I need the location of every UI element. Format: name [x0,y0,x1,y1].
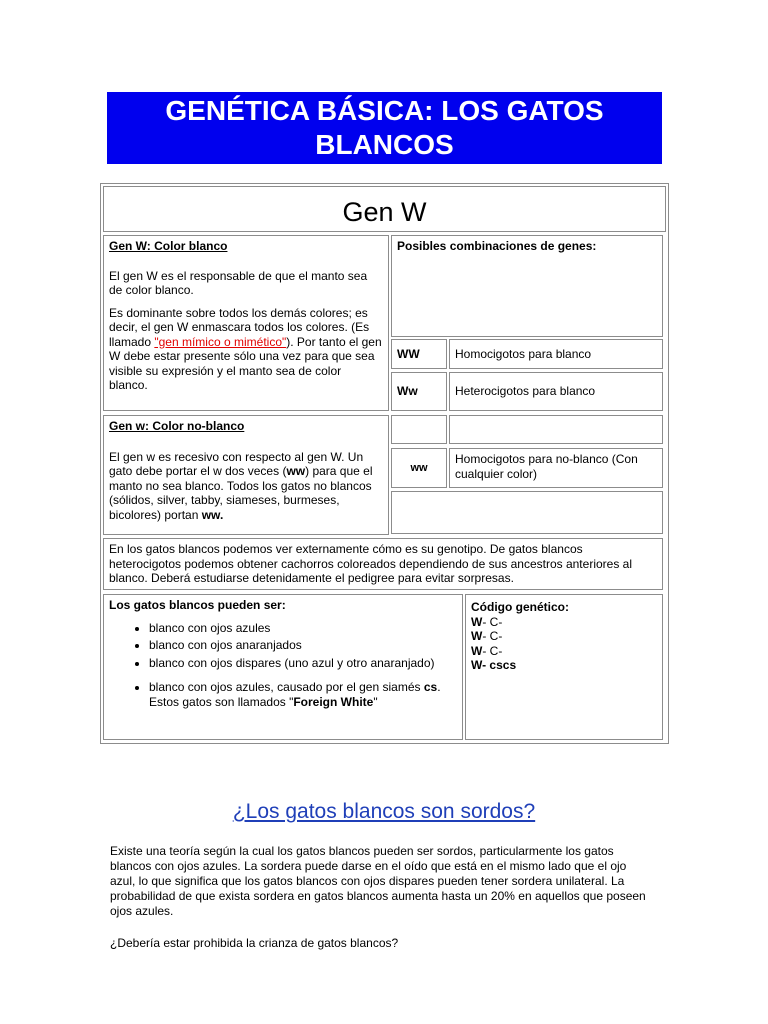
code-line-rest: - C- [482,643,503,658]
nonwhite-text-d: ww. [201,507,224,522]
gatos-blancos-pueden-ser-cell [103,594,463,740]
gen-w-white-p2-b: ). Por tanto el gen W debe estar presente sólo una vez para que sea visible su expresión y el manto sea de color blanco. [109,334,382,392]
gen-w-white-heading: Gen W: Color blanco [109,239,228,253]
code-line-rest: - C- [482,629,503,643]
can-be-heading: Los gatos blancos pueden ser: [109,598,286,612]
empty-cell [391,415,447,444]
deafness-section-title: ¿Los gatos blancos son sordos? [232,800,536,823]
list-item [149,680,457,709]
code-line-bold: W [471,629,483,643]
gen-w-nonwhite-heading: Gen w: Color no-blanco [109,419,245,433]
list-item: • blanco con ojos anaranjados [149,638,457,653]
code-line-rest: - cscs [482,658,517,672]
code-line [471,629,657,644]
nonwhite-text-c: ) para que el manto no sea blanco. Todos los gatos no blancos (sólidos, silver, tabby, siameses, burmeses, bicolores) portan [109,464,373,522]
empty-cell [391,491,663,534]
gen-w-nonwhite-p1 [109,450,383,523]
gen-w-white-p2 [109,306,383,393]
combo-desc-homocigotos-no-blanco: Homocigotos para no-blanco (Con cualquier color) [449,448,663,488]
code-line-bold: W [471,658,483,672]
combo-desc-homocigotos-blanco: Homocigotos para blanco [449,339,663,369]
list-item: • blanco con ojos dispares (uno azul y otro anaranjado) [149,656,457,671]
foreign-white-term: Foreign White [293,694,374,709]
combos-heading-cell: Posibles combinaciones de genes: [391,235,663,337]
genotype-cell-ww-upper: WW [391,339,447,369]
page-title-banner [107,92,662,164]
can-be-list [109,621,457,671]
deafness-paragraph: Existe una teoría según la cual los gatos blancos pueden ser sordos, particularmente los gatos blancos con ojos azules. La sordera puede darse en el oído que está en el mismo lado que el ojo azul, lo que significa que los gatos blancos con ojos dispares pueden tener sordera unilateral. La probabilidad de que exista sordera en gatos blancos aumenta hasta un 20% en aquellos que poseen ojos azules. [110,844,646,918]
can-be-list-extra [109,680,457,709]
nonwhite-text-a: El gen w es recesivo con respecto al gen W. Un gato debe portar el w dos veces ( [109,449,364,478]
code-line-rest: - C- [482,614,503,629]
gen-w-white-p1: El gen W es el responsable de que el manto sea de color blanco. [109,268,368,297]
genotype-note-cell: En los gatos blancos podemos ver externamente cómo es su genotipo. De gatos blancos heterocigotos podemos obtener cachorros coloreados dependiendo de sus ancestros anteriores al blanco. Deberá estudiarse detenidamente el pedigree para evitar sorpresas. [103,538,663,590]
page-title-line-2: BLANCOS [315,129,454,160]
siamese-text-e: " [373,694,378,709]
codigo-genetico-heading: Código genético: [471,600,569,614]
siamese-text-a: blanco con ojos azules, causado por el gen siamés [149,680,424,694]
page-title-line-1: GENÉTICA BÁSICA: LOS GATOS [165,95,604,126]
code-line [471,658,657,673]
gen-w-nonwhite-cell [103,415,389,535]
code-line [471,615,657,630]
code-line-bold: W [471,643,483,658]
gen-mimico-link[interactable]: "gen mímico o mimético" [154,334,287,349]
genotype-cell-ww-mixed: Ww [391,372,447,411]
gen-w-white-cell [103,235,389,411]
nonwhite-text-b: ww [286,464,306,478]
genotype-cell-ww-lower: ww [391,448,447,488]
list-item: • blanco con ojos azules [149,621,457,636]
code-line [471,644,657,659]
empty-cell [449,415,663,444]
siamese-text-c: . Estos gatos son llamados " [149,680,441,709]
siamese-text-b: cs [423,680,438,694]
combo-desc-heterocigotos-blanco: Heterocigotos para blanco [449,372,663,411]
gen-w-white-p2-a: Es dominante sobre todos los demás colores; es decir, el gen W enmascara todos los colores. (Es llamado [109,305,370,349]
breeding-question: ¿Debería estar prohibida la crianza de gatos blancos? [110,936,399,950]
codigo-genetico-cell [465,594,663,740]
code-line-bold: W [471,614,483,629]
gen-w-table-header: Gen W [103,186,666,232]
